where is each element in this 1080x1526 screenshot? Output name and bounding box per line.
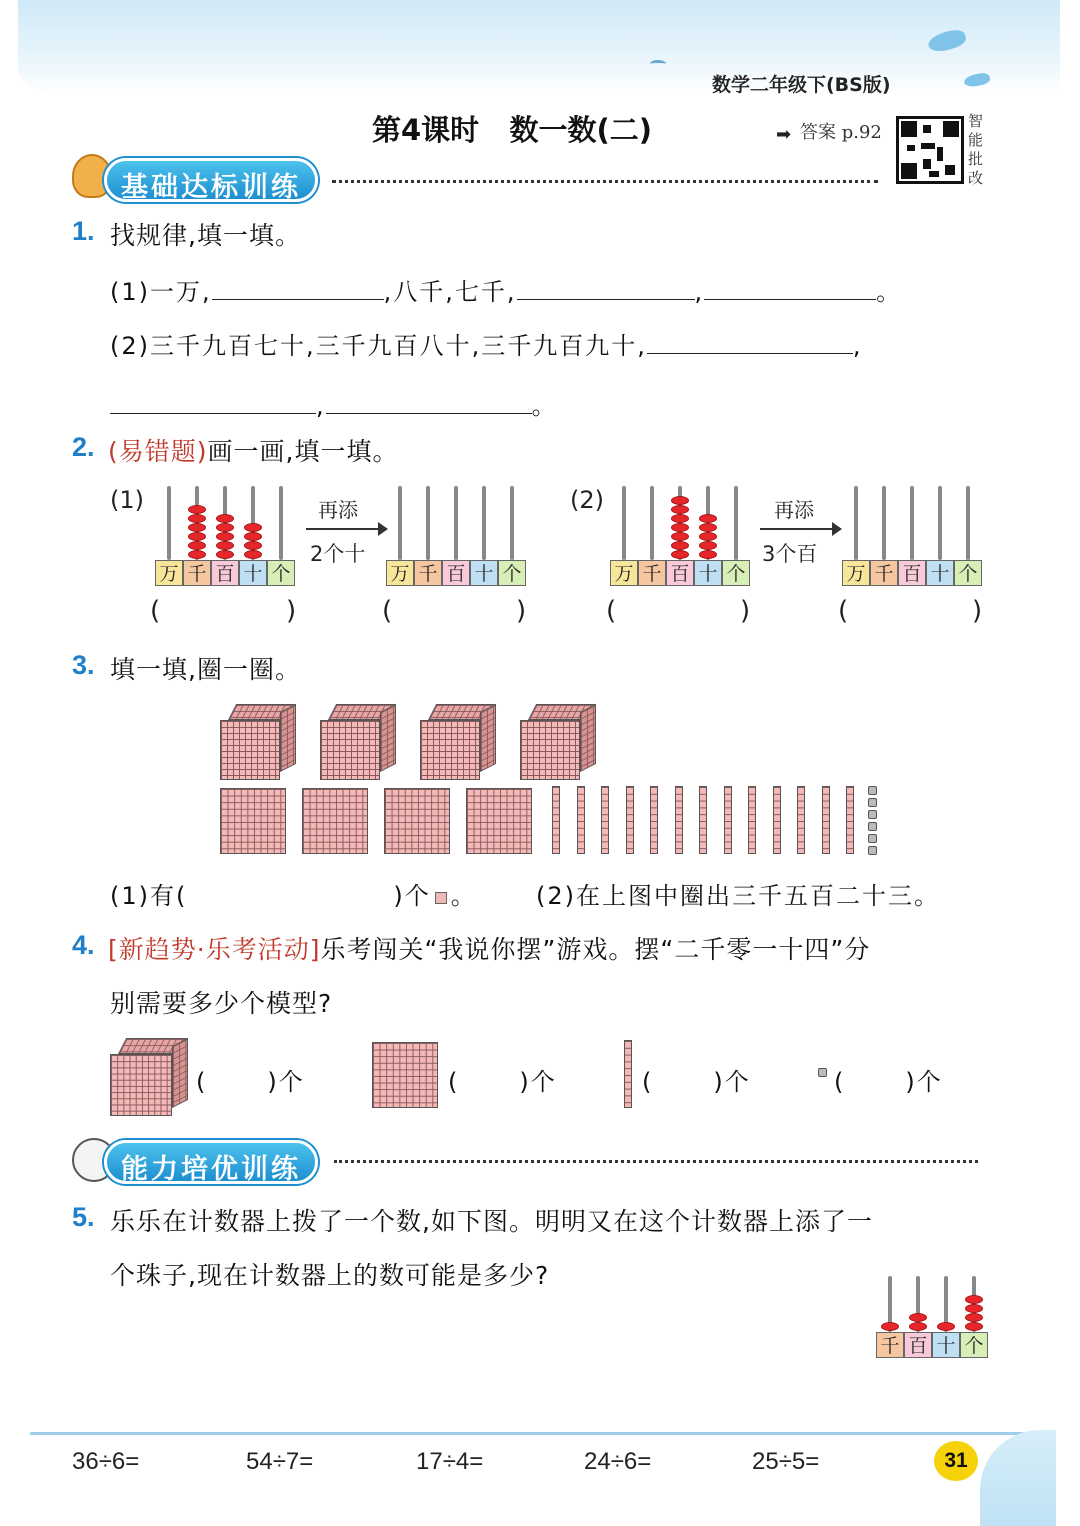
ten-rod-icon: [822, 786, 830, 854]
answer-blank[interactable]: [110, 392, 316, 414]
abacus-place-label: 十: [694, 560, 722, 586]
abacus-place-label: 百: [442, 560, 470, 586]
header-wave: [18, 0, 1060, 95]
add-label-bottom-1: 2个十: [310, 542, 366, 566]
abacus-bead: [671, 514, 689, 523]
abacus-rod: [938, 486, 942, 560]
question-number-5: 5.: [72, 1202, 95, 1232]
answer-paren-open[interactable]: (: [838, 596, 849, 626]
footer-line: [30, 1432, 1030, 1435]
abacus-bead: [244, 550, 262, 559]
hundred-flat-icon: [466, 788, 532, 854]
q1-part2-cont: , 。: [110, 386, 558, 421]
ten-rod-icon: [626, 786, 634, 854]
ten-rod-icon: [773, 786, 781, 854]
abacus-rod: [734, 486, 738, 560]
hundred-flat-icon: [302, 788, 368, 854]
ten-rod-icon: [675, 786, 683, 854]
abacus-rod: [966, 486, 970, 560]
abacus-1-start: [155, 482, 295, 586]
ten-rod-icon: [577, 786, 585, 854]
arrow-right-icon: ➡: [776, 124, 792, 145]
unit-cube-icon: [868, 810, 877, 819]
abacus-rod: [910, 486, 914, 560]
ten-rod-icon: [846, 786, 854, 854]
ten-rod-icon: [552, 786, 560, 854]
q3-part1: (1)有( )个 。: [110, 882, 477, 910]
q4-answer-hundreds[interactable]: ( )个: [448, 1068, 557, 1096]
q4-answer-tens[interactable]: ( )个: [642, 1068, 751, 1096]
abacus-bead: [188, 505, 206, 514]
abacus-bead: [699, 523, 717, 532]
thousand-cube-icon: [110, 1038, 188, 1116]
abacus-rod: [454, 486, 458, 560]
unit-cube-icon: [868, 834, 877, 843]
bird-icon: [650, 60, 666, 68]
abacus-bead: [244, 523, 262, 532]
abacus-place-label: 千: [414, 560, 442, 586]
arrow-head-icon: [378, 522, 388, 536]
thousand-cube-icon: [520, 704, 596, 780]
abacus-bead: [216, 514, 234, 523]
abacus-bead: [671, 541, 689, 550]
abacus-bead: [216, 523, 234, 532]
abacus-place-label: 十: [932, 1332, 960, 1358]
calc-item-1: 36÷6=: [72, 1448, 140, 1475]
answer-ref: 答案 p.92: [800, 122, 882, 143]
calc-item-4: 24÷6=: [584, 1448, 652, 1475]
answer-blank[interactable]: [647, 332, 853, 354]
abacus-place-label: 个: [267, 560, 295, 586]
book-title: 数学二年级下(BS版): [712, 74, 891, 96]
abacus-bead: [965, 1322, 983, 1331]
abacus-place-label: 千: [876, 1332, 904, 1358]
question-text-4-cont: 别需要多少个模型?: [110, 989, 333, 1018]
thousand-cube-icon: [220, 704, 296, 780]
abacus-bead: [699, 550, 717, 559]
add-label-top-2: 再添: [774, 498, 814, 522]
question-number-4: 4.: [72, 930, 95, 960]
abacus-q5: [876, 1272, 988, 1358]
add-label-top-1: 再添: [318, 498, 358, 522]
abacus-place-label: 个: [954, 560, 982, 586]
question-text-2: (易错题)画一画,填一填。: [108, 437, 399, 466]
ten-rod-icon: [724, 786, 732, 854]
abacus-place-label: 千: [870, 560, 898, 586]
abacus-rod: [854, 486, 858, 560]
answer-blank[interactable]: [704, 278, 876, 300]
sub-label-1: (1): [110, 486, 144, 514]
abacus-place-label: 个: [498, 560, 526, 586]
abacus-place-label: 个: [960, 1332, 988, 1358]
abacus-rod: [650, 486, 654, 560]
abacus-bead: [188, 532, 206, 541]
answer-blank[interactable]: [212, 278, 384, 300]
arrow-right-icon: [760, 528, 840, 530]
unit-cube-icon: [868, 786, 877, 795]
question-number-2: 2.: [72, 432, 95, 462]
answer-paren-open[interactable]: (: [606, 596, 617, 626]
sub-label-2: (2): [570, 486, 604, 514]
abacus-2-end[interactable]: [842, 482, 982, 586]
answer-paren-close[interactable]: ): [972, 596, 983, 626]
q4-answer-ones[interactable]: ( )个: [834, 1068, 943, 1096]
ten-rod-icon: [650, 786, 658, 854]
section-advanced-training: 能力培优训练: [104, 1140, 318, 1184]
question-text-4: [新趋势·乐考活动]乐考闯关“我说你摆”游戏。摆“二千零一十四”分: [108, 935, 871, 964]
abacus-bead: [699, 514, 717, 523]
answer-paren-open[interactable]: (: [150, 596, 161, 626]
abacus-rod: [398, 486, 402, 560]
qr-code-icon[interactable]: [896, 116, 964, 184]
abacus-bead: [671, 532, 689, 541]
question-number-3: 3.: [72, 650, 95, 680]
abacus-rod: [167, 486, 171, 560]
q4-answer-thousands[interactable]: ( )个: [196, 1068, 305, 1096]
answer-paren-close[interactable]: ): [516, 596, 527, 626]
abacus-place-label: 万: [155, 560, 183, 586]
hundred-flat-icon: [220, 788, 286, 854]
abacus-bead: [188, 550, 206, 559]
question-text-3: 填一填,圈一圈。: [110, 655, 301, 684]
unit-cube-icon: [868, 846, 877, 855]
answer-paren-open[interactable]: (: [382, 596, 393, 626]
abacus-place-label: 十: [239, 560, 267, 586]
ten-rod-icon: [748, 786, 756, 854]
arrow-head-icon: [832, 522, 842, 536]
abacus-bead: [244, 532, 262, 541]
abacus-place-label: 十: [470, 560, 498, 586]
answer-blank[interactable]: [517, 278, 695, 300]
add-label-bottom-2: 3个百: [762, 542, 818, 566]
unit-cube-icon: [818, 1068, 827, 1077]
question-text-5-cont: 个珠子,现在计数器上的数可能是多少?: [110, 1261, 550, 1290]
abacus-bead: [244, 541, 262, 550]
abacus-bead: [188, 541, 206, 550]
thousand-cube-icon: [320, 704, 396, 780]
abacus-place-label: 百: [898, 560, 926, 586]
section-basic-training: 基础达标训练: [104, 158, 318, 202]
question-text-1: 找规律,填一填。: [110, 221, 301, 250]
hundred-flat-icon: [372, 1042, 438, 1108]
abacus-rod: [510, 486, 514, 560]
calc-item-3: 17÷4=: [416, 1448, 484, 1475]
abacus-bead: [965, 1304, 983, 1313]
abacus-rod: [482, 486, 486, 560]
ten-rod-icon: [601, 786, 609, 854]
abacus-rod: [882, 486, 886, 560]
abacus-place-label: 百: [211, 560, 239, 586]
abacus-rod: [426, 486, 430, 560]
abacus-bead: [699, 541, 717, 550]
abacus-bead: [216, 541, 234, 550]
qr-label: 智能批改: [968, 112, 984, 187]
abacus-bead: [671, 496, 689, 505]
footer-wave: [980, 1430, 1056, 1526]
q1-part2: (2)三千九百七十,三千九百八十,三千九百九十, ,: [110, 332, 863, 360]
calc-item-5: 25÷5=: [752, 1448, 820, 1475]
base-ten-blocks[interactable]: [218, 700, 888, 860]
tag-error-prone: (易错题): [108, 437, 208, 466]
q1-part1: (1)一万, ,八千,七千, , 。: [110, 278, 903, 306]
abacus-place-label: 百: [666, 560, 694, 586]
abacus-bead: [699, 532, 717, 541]
question-text-5: 乐乐在计数器上拨了一个数,如下图。明明又在这个计数器上添了一: [110, 1207, 873, 1236]
ten-rod-icon: [797, 786, 805, 854]
abacus-place-label: 万: [386, 560, 414, 586]
lesson-title: 第4课时 数一数(二): [372, 113, 652, 147]
divider: [332, 180, 878, 183]
unit-cube-icon: [435, 892, 447, 904]
abacus-place-label: 千: [638, 560, 666, 586]
abacus-bead: [909, 1313, 927, 1322]
abacus-bead: [671, 505, 689, 514]
answer-paren-close[interactable]: ): [286, 596, 297, 626]
abacus-bead: [188, 523, 206, 532]
abacus-bead: [216, 532, 234, 541]
thousand-cube-icon: [420, 704, 496, 780]
question-number-1: 1.: [72, 216, 95, 246]
ten-rod-icon: [624, 1040, 632, 1108]
tag-new-trend: [新趋势·乐考活动]: [108, 935, 321, 964]
arrow-right-icon: [306, 528, 386, 530]
abacus-bead: [909, 1322, 927, 1331]
q3-part2: (2)在上图中圈出三千五百二十三。: [536, 882, 940, 910]
abacus-rod: [279, 486, 283, 560]
abacus-bead: [881, 1322, 899, 1331]
abacus-2-start: [610, 482, 750, 586]
unit-cube-icon: [868, 798, 877, 807]
calc-item-2: 54÷7=: [246, 1448, 314, 1475]
abacus-place-label: 百: [904, 1332, 932, 1358]
abacus-place-label: 千: [183, 560, 211, 586]
abacus-bead: [216, 550, 234, 559]
abacus-place-label: 万: [842, 560, 870, 586]
abacus-bead: [937, 1322, 955, 1331]
hundred-flat-icon: [384, 788, 450, 854]
divider: [334, 1160, 978, 1163]
unit-cube-icon: [868, 822, 877, 831]
abacus-place-label: 万: [610, 560, 638, 586]
abacus-bead: [671, 523, 689, 532]
abacus-bead: [965, 1313, 983, 1322]
abacus-rod: [622, 486, 626, 560]
abacus-bead: [188, 514, 206, 523]
abacus-place-label: 十: [926, 560, 954, 586]
abacus-bead: [965, 1295, 983, 1304]
abacus-place-label: 个: [722, 560, 750, 586]
abacus-bead: [671, 550, 689, 559]
page-number: 31: [934, 1441, 978, 1481]
answer-paren-close[interactable]: ): [740, 596, 751, 626]
abacus-1-end[interactable]: [386, 482, 526, 586]
ten-rod-icon: [699, 786, 707, 854]
answer-blank[interactable]: [326, 392, 532, 414]
